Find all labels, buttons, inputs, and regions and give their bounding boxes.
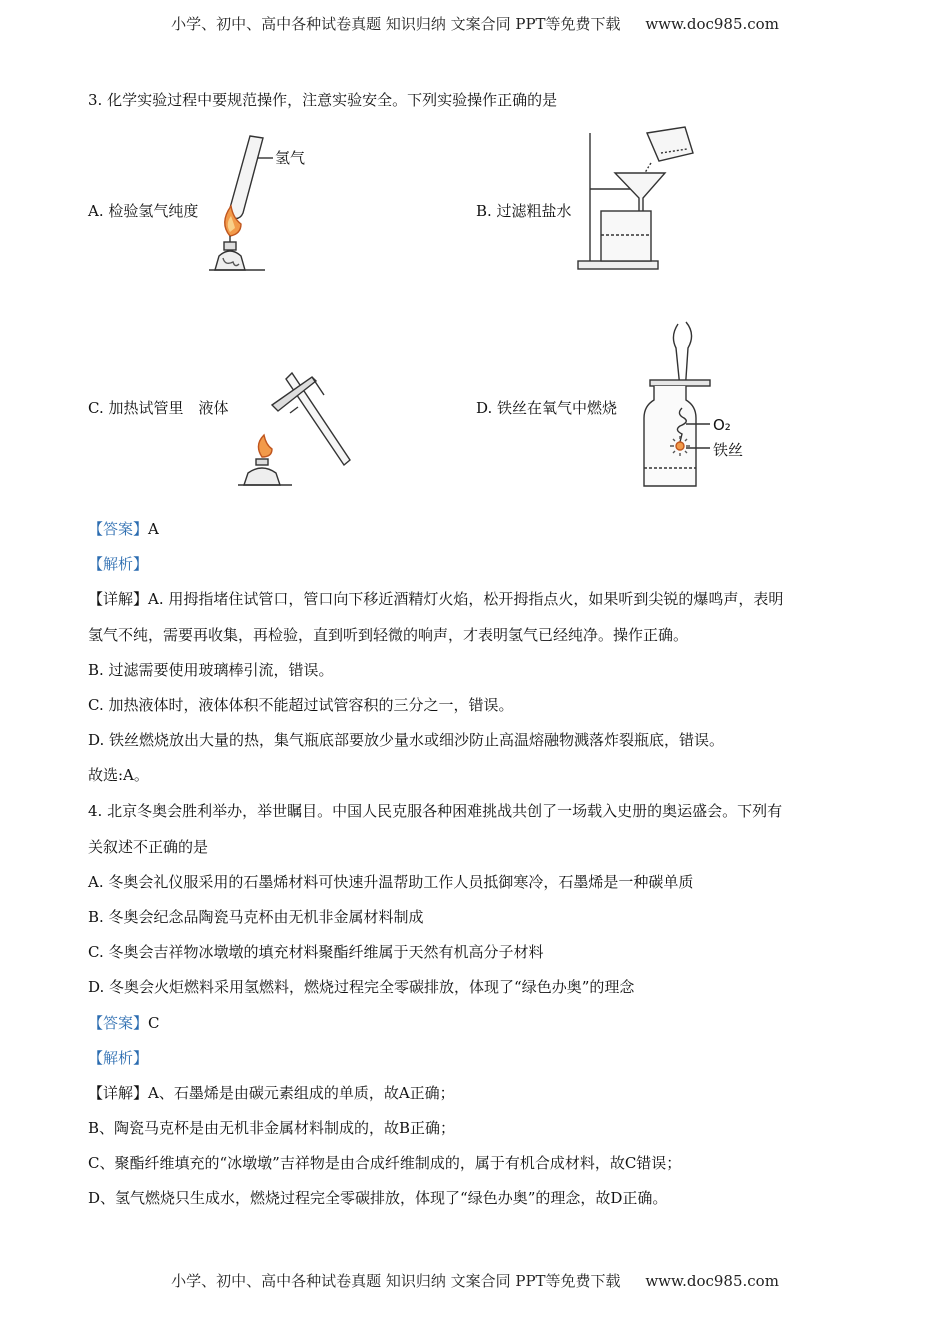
q3-answer-line	[88, 519, 159, 539]
q4-question-line-1: 4. 北京冬奥会胜利举办，举世瞩目。中国人民克服各种困难挑战共创了一场载入史册的奥运盛会。下列有	[88, 802, 783, 820]
q4-answer-line	[88, 1013, 160, 1033]
q4-detail-line-1: 【详解】A、石墨烯是由碳元素组成的单质，故A正确；	[88, 1084, 455, 1102]
q4-question-line-2: 关叙述不正确的是	[88, 838, 209, 856]
q4-answer-tag: 【答案】	[88, 1014, 149, 1032]
figure-heating-liquid	[232, 345, 367, 495]
q3-detail-line-1: 【详解】A. 用拇指堵住试管口，管口向下移近酒精灯火焰，松开拇指点火，如果听到尖锐的爆鸣声，表明	[88, 590, 784, 608]
q3-answer: A	[148, 520, 159, 538]
q4-option-c: C. 冬奥会吉祥物冰墩墩的填充材料聚酯纤维属于天然有机高分子材料	[88, 943, 544, 961]
q4-option-d: D. 冬奥会火炬燃料采用氢燃料，燃烧过程完全零碳排放，体现了“绿色办奥”的理念	[88, 978, 635, 996]
q3-detail-tag: 【详解】	[88, 590, 149, 608]
q4-analysis-tag: 【解析】	[88, 1049, 149, 1067]
q3-detail-line-2: 氢气不纯，需要再收集，再检验，直到听到轻微的响声，才表明氢气已经纯净。操作正确。	[88, 626, 689, 644]
q4-detail-line-2: B、陶瓷马克杯是由无机非金属材料制成的，故B正确；	[88, 1119, 456, 1137]
q4-detail-line-4: D、氢气燃烧只生成水，燃烧过程完全零碳排放，体现了“绿色办奥”的理念，故D正确。	[88, 1189, 668, 1207]
q3-answer-tag: 【答案】	[88, 520, 149, 538]
page-header	[0, 13, 950, 34]
q3-detail-line-6: 故选:A。	[88, 766, 149, 784]
figure-hydrogen-test	[205, 128, 320, 273]
q4-option-a: A. 冬奥会礼仪服采用的石墨烯材料可快速升温帮助工作人员抵御寒冷，石墨烯是一种碳单质	[88, 873, 694, 891]
q3-detail-line-4: C. 加热液体时，液体体积不能超过试管容积的三分之一，错误。	[88, 696, 514, 714]
q3-detail-line-5: D. 铁丝燃烧放出大量的热，集气瓶底部要放少量水或细沙防止高温熔融物溅落炸裂瓶底，错误。	[88, 731, 725, 749]
figure-iron-in-oxygen	[640, 318, 765, 493]
figure-filtration	[575, 123, 705, 273]
q3-option-a: A. 检验氢气纯度	[88, 202, 199, 220]
label-hydrogen: 氢气	[275, 149, 306, 167]
q4-detail-tag: 【详解】	[88, 1084, 149, 1102]
footer-url[interactable]: www.doc985.com	[645, 1272, 779, 1290]
q3-option-d: D. 铁丝在氧气中燃烧	[476, 399, 618, 417]
footer-text: 小学、初中、高中各种试卷真题 知识归纳 文案合同 PPT等免费下载	[171, 1272, 621, 1290]
header-url[interactable]: www.doc985.com	[645, 15, 779, 33]
q4-answer: C	[148, 1014, 160, 1032]
q3-analysis-tag: 【解析】	[88, 555, 149, 573]
header-text: 小学、初中、高中各种试卷真题 知识归纳 文案合同 PPT等免费下载	[171, 15, 621, 33]
q4-detail-line-3: C、聚酯纤维填充的“冰墩墩”吉祥物是由合成纤维制成的，属于有机合成材料，故C错误；	[88, 1154, 682, 1172]
label-oxygen: O₂	[713, 416, 731, 434]
q3-question: 3. 化学实验过程中要规范操作，注意实验安全。下列实验操作正确的是	[88, 91, 558, 109]
page-footer	[0, 1270, 950, 1291]
q3-option-b: B. 过滤粗盐水	[476, 202, 572, 220]
q4-option-b: B. 冬奥会纪念品陶瓷马克杯由无机非金属材料制成	[88, 908, 424, 926]
label-iron-wire: 铁丝	[713, 441, 744, 459]
q3-option-c: C. 加热试管里 液体	[88, 399, 229, 417]
q3-detail-line-3: B. 过滤需要使用玻璃棒引流，错误。	[88, 661, 334, 679]
